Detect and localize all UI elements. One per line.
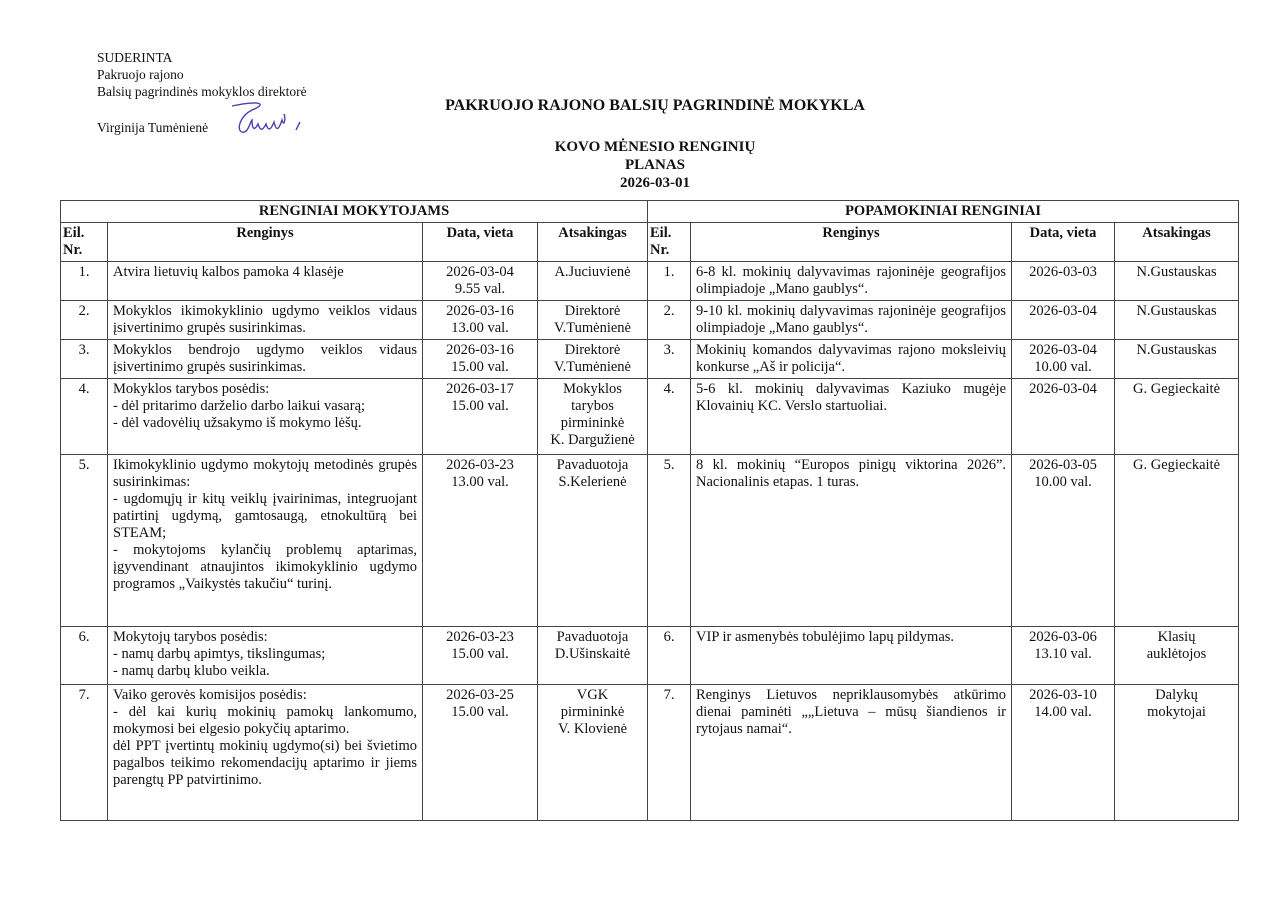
- date-cell: 2026-03-23 15.00 val.: [423, 627, 538, 685]
- date-cell: 2026-03-05 10.00 val.: [1012, 455, 1115, 627]
- responsible-cell: Direktorė V.Tumėnienė: [538, 301, 648, 340]
- event-cell: Mokyklos ikimokyklinio ugdymo veiklos vidaus įsivertinimo grupės susirinkimas.: [108, 301, 423, 340]
- responsible-cell: Mokyklos tarybos pirmininkė K. Dargužienė: [538, 379, 648, 455]
- plan-subtitle: PLANAS: [624, 157, 685, 173]
- col-responsible: Atsakingas: [1115, 223, 1239, 262]
- row-number: 3.: [61, 340, 108, 379]
- col-nr: Eil. Nr.: [61, 223, 108, 262]
- responsible-cell: N.Gustauskas: [1115, 262, 1239, 301]
- event-cell: Mokyklos tarybos posėdis: - dėl pritarimo darželio darbo laikui vasarą; - dėl vadovėlių užsakymo iš mokymo lėšų.: [108, 379, 423, 455]
- column-header-row: [61, 223, 1239, 262]
- responsible-cell: G. Gegieckaitė: [1115, 455, 1239, 627]
- responsible-cell: Klasių auklėtojos: [1115, 627, 1239, 685]
- event-cell: Vaiko gerovės komisijos posėdis: - dėl kai kurių mokinių pamokų lankomumo, mokymosi bei elgesio pokyčių aptarimo. dėl PPT įvertintų mokinių ugdymo(si) bei švietimo pagalbos teikimo rekomendacijų aptarimo ir jiems parengtų PP patvirtinimo.: [108, 685, 423, 821]
- date-cell: 2026-03-03: [1012, 262, 1115, 301]
- col-date: Data, vieta: [1012, 223, 1115, 262]
- section-extracurricular: POPAMOKINIAI RENGINIAI: [648, 201, 1239, 223]
- row-number: 3.: [648, 340, 691, 379]
- col-event: Renginys: [691, 223, 1012, 262]
- event-cell: Ikimokyklinio ugdymo mokytojų metodinės grupės susirinkimas: - ugdomųjų ir kitų veiklų įvairinimas, integruojant patirtinį ugdymą, gamtosaugą, etnokultūrą bei STEAM; - mokytojoms kylančių problemų aptarimas, įgyvendinant atnaujintos ikimokyklinio ugdymo programos „Vaikystės takučiu“ turinį.: [108, 455, 423, 627]
- events-table: [60, 200, 1239, 821]
- responsible-cell: Direktorė V.Tumėnienė: [538, 340, 648, 379]
- responsible-cell: A.Juciuvienė: [538, 262, 648, 301]
- approval-line: Balsių pagrindinės mokyklos direktorė: [97, 84, 307, 99]
- event-cell: Mokytojų tarybos posėdis: - namų darbų apimtys, tikslingumas; - namų darbų klubo veikla.: [108, 627, 423, 685]
- responsible-cell: N.Gustauskas: [1115, 301, 1239, 340]
- event-cell: Atvira lietuvių kalbos pamoka 4 klasėje: [108, 262, 423, 301]
- responsible-cell: Dalykų mokytojai: [1115, 685, 1239, 821]
- date-cell: 2026-03-06 13.10 val.: [1012, 627, 1115, 685]
- col-date: Data, vieta: [423, 223, 538, 262]
- date-cell: 2026-03-04: [1012, 301, 1115, 340]
- responsible-cell: G. Gegieckaitė: [1115, 379, 1239, 455]
- row-number: 1.: [61, 262, 108, 301]
- event-cell: 6-8 kl. mokinių dalyvavimas rajoninėje geografijos olimpiadoje „Mano gaublys“.: [691, 262, 1012, 301]
- date-cell: 2026-03-23 13.00 val.: [423, 455, 538, 627]
- row-number: 1.: [648, 262, 691, 301]
- date-cell: 2026-03-16 13.00 val.: [423, 301, 538, 340]
- plan-heading: [300, 138, 1010, 192]
- row-number: 5.: [61, 455, 108, 627]
- date-cell: 2026-03-16 15.00 val.: [423, 340, 538, 379]
- responsible-cell: Pavaduotoja S.Kelerienė: [538, 455, 648, 627]
- approval-line: SUDERINTA: [97, 50, 173, 65]
- responsible-cell: VGK pirmininkė V. Klovienė: [538, 685, 648, 821]
- table-row: [61, 340, 1239, 379]
- col-nr: Eil. Nr.: [648, 223, 691, 262]
- event-cell: 5-6 kl. mokinių dalyvavimas Kaziuko mugėje Klovainių KC. Verslo startuoliai.: [691, 379, 1012, 455]
- date-cell: 2026-03-04 9.55 val.: [423, 262, 538, 301]
- row-number: 6.: [61, 627, 108, 685]
- date-cell: 2026-03-10 14.00 val.: [1012, 685, 1115, 821]
- approval-line: Pakruojo rajono: [97, 67, 184, 82]
- responsible-cell: Pavaduotoja D.Ušinskaitė: [538, 627, 648, 685]
- table-row: [61, 379, 1239, 455]
- date-cell: 2026-03-25 15.00 val.: [423, 685, 538, 821]
- school-title: PAKRUOJO RAJONO BALSIŲ PAGRINDINĖ MOKYKLA: [445, 97, 865, 114]
- date-cell: 2026-03-04 10.00 val.: [1012, 340, 1115, 379]
- row-number: 2.: [61, 301, 108, 340]
- row-number: 4.: [61, 379, 108, 455]
- table-row: [61, 627, 1239, 685]
- row-number: 7.: [648, 685, 691, 821]
- event-cell: VIP ir asmenybės tobulėjimo lapų pildymas.: [691, 627, 1012, 685]
- table-row: [61, 455, 1239, 627]
- col-responsible: Atsakingas: [538, 223, 648, 262]
- section-teachers: RENGINIAI MOKYTOJAMS: [61, 201, 648, 223]
- date-cell: 2026-03-17 15.00 val.: [423, 379, 538, 455]
- col-event: Renginys: [108, 223, 423, 262]
- row-number: 7.: [61, 685, 108, 821]
- table-row: [61, 685, 1239, 821]
- row-number: 2.: [648, 301, 691, 340]
- row-number: 4.: [648, 379, 691, 455]
- plan-title: KOVO MĖNESIO RENGINIŲ: [554, 139, 756, 155]
- event-cell: 9-10 kl. mokinių dalyvavimas rajoninėje geografijos olimpiadoje „Mano gaublys“.: [691, 301, 1012, 340]
- responsible-cell: N.Gustauskas: [1115, 340, 1239, 379]
- date-cell: 2026-03-04: [1012, 379, 1115, 455]
- row-number: 5.: [648, 455, 691, 627]
- section-header-row: [61, 201, 1239, 223]
- table-row: [61, 262, 1239, 301]
- signer-row: [97, 114, 317, 140]
- row-number: 6.: [648, 627, 691, 685]
- event-cell: Renginys Lietuvos nepriklausomybės atkūrimo dienai paminėti „„Lietuva – mūsų šiandienos ir rytojaus namai“.: [691, 685, 1012, 821]
- approval-block: [97, 49, 317, 140]
- table-row: [61, 301, 1239, 340]
- event-cell: Mokinių komandos dalyvavimas rajono moksleivių konkurse „Aš ir policija“.: [691, 340, 1012, 379]
- event-cell: 8 kl. mokinių “Europos pinigų viktorina 2026”. Nacionalinis etapas. 1 turas.: [691, 455, 1012, 627]
- event-cell: Mokyklos bendrojo ugdymo veiklos vidaus įsivertinimo grupės susirinkimas.: [108, 340, 423, 379]
- signer-name: Virginija Tumėnienė: [97, 119, 209, 135]
- plan-date: 2026-03-01: [620, 175, 690, 191]
